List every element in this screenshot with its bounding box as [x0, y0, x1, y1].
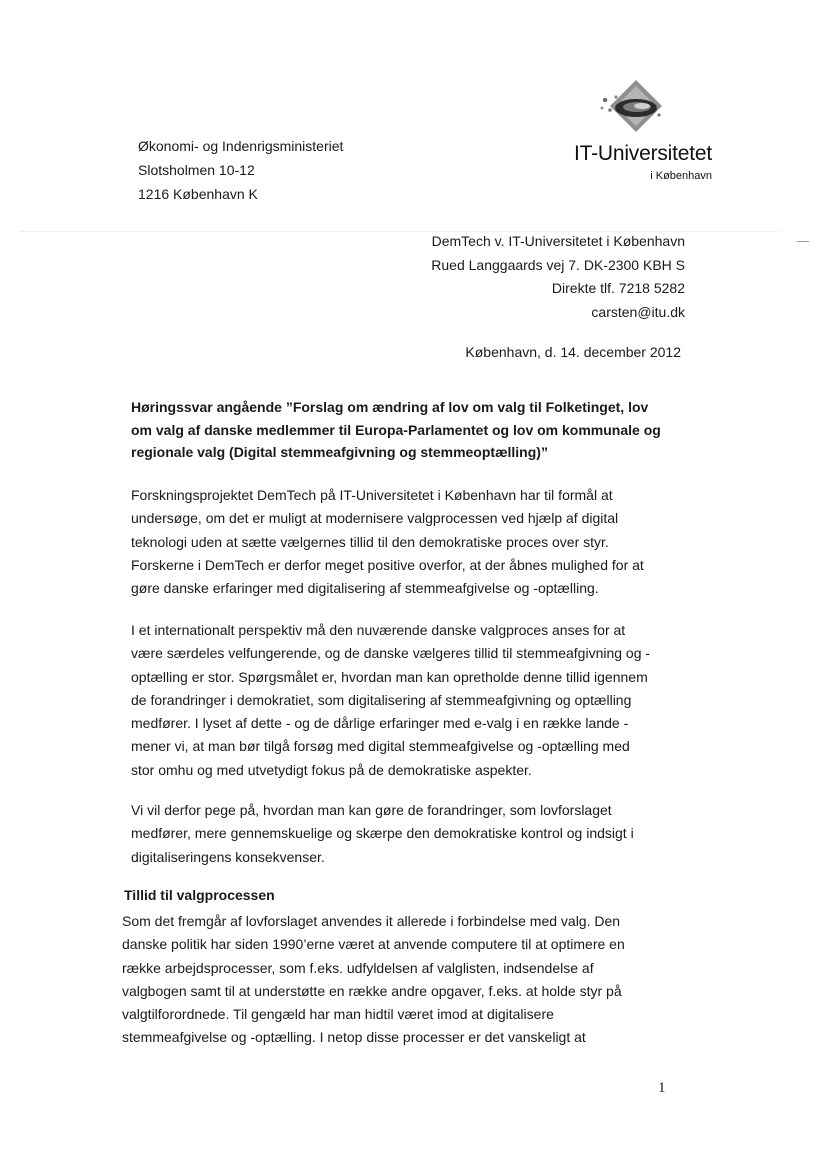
- sender-line: Rued Langgaards vej 7. DK-2300 KBH S: [431, 256, 685, 273]
- recipient-line: 1216 København K: [138, 186, 258, 202]
- paragraph-line: medfører. I lyset af dette - og de dårlige erfaringer med e-valg i en række lande -: [131, 715, 629, 732]
- paragraph-line: medfører, mere gennemskuelige og skærpe den demokratiske kontrol og indsigt i: [131, 825, 634, 842]
- paragraph-line: valgtilforordnede. Til gengæld har man hidtil været imod at digitalisere: [122, 1006, 554, 1023]
- paragraph-line: Forskerne i DemTech er derfor meget positive overfor, at der åbnes mulighed for at: [131, 556, 644, 573]
- paragraph-line: I et internationalt perspektiv må den nuværende danske valgproces anses for at: [131, 622, 626, 638]
- body-paragraph: [131, 619, 691, 782]
- paragraph-line: gøre danske erfaringer med digitalisering af stemmeafgivelse og -optælling.: [131, 580, 599, 597]
- paragraph-line: Vi vil derfor pege på, hvordan man kan gøre de forandringer, som lovforslaget: [131, 802, 612, 818]
- paragraph-line: undersøge, om det er muligt at modernisere valgprocessen ved hjælp af digital: [131, 510, 619, 527]
- paragraph-line: optælling er stor. Spørgsmålet er, hvordan man kan opretholde denne tillid igennem: [131, 668, 648, 685]
- paragraph-line: stor omhu og med utvetydigt fokus på de demokratiske aspekter.: [131, 761, 532, 778]
- paragraph-line: mener vi, at man bør tilgå forsøg med digital stemmeafgivelse og -optælling med: [131, 738, 630, 755]
- paragraph-line: danske politik har siden 1990’erne været at anvende computere til at optimere en: [122, 936, 625, 953]
- paragraph-line: Som det fremgår af lovforslaget anvendes it allerede i forbindelse med valg. Den: [122, 913, 621, 929]
- sender-address: [431, 230, 685, 324]
- recipient-address: [138, 134, 343, 206]
- sender-line: DemTech v. IT-Universitetet i København: [431, 233, 685, 249]
- sender-email: carsten@itu.dk: [591, 303, 685, 320]
- paragraph-line: teknologi uden at sætte vælgernes tillid til den demokratiske proces over styr.: [131, 533, 609, 550]
- itu-logo: [546, 78, 716, 188]
- page-number: 1: [658, 1080, 666, 1096]
- section-paragraph: [122, 910, 682, 1050]
- paragraph-line: digitaliseringens konsekvenser.: [131, 848, 325, 865]
- section-heading: Tillid til valgprocessen: [124, 887, 275, 903]
- paragraph-line: Forskningsprojektet DemTech på IT-Universitetet i København har til formål at: [131, 487, 613, 503]
- paragraph-line: de forandringer i demokratiet, som digitalisering af stemmeafgivning og optælling: [131, 691, 632, 708]
- body-paragraph: [131, 799, 691, 869]
- paragraph-line: valgbogen samt til at understøtte en række andre opgaver, f.eks. at holde styr på: [122, 982, 622, 999]
- fold-mark: [797, 241, 809, 242]
- letter-date: København, d. 14. december 2012: [465, 344, 681, 360]
- body-paragraph: [131, 484, 691, 600]
- logo-subtitle: i København: [650, 170, 712, 182]
- recipient-line: Slotsholmen 10-12: [138, 162, 255, 178]
- paragraph-line: række arbejdsprocesser, som f.eks. udfyldelsen af valglisten, indsendelse af: [122, 959, 594, 976]
- paragraph-line: stemmeafgivelse og -optælling. I netop disse processer er det vanskeligt at: [122, 1029, 586, 1046]
- sender-line: Direkte tlf. 7218 5282: [551, 280, 685, 296]
- itu-logo-icon: [596, 78, 676, 138]
- logo-name: IT-Universitetet: [573, 142, 712, 165]
- recipient-line: Økonomi- og Indenrigsministeriet: [138, 138, 344, 154]
- paragraph-line: være særdeles velfungerende, og de danske vælgeres tillid til stemmeafgivning og -: [131, 645, 651, 662]
- letter-subject: Høringssvar angående ”Forslag om ændring af lov om valg til Folketinget, lov om valg af danske medlemmer til Europa-Parlamentet og lov om kommunale og regionale valg (Digital stemmeafgivning og stemmeoptælling)”: [131, 399, 661, 460]
